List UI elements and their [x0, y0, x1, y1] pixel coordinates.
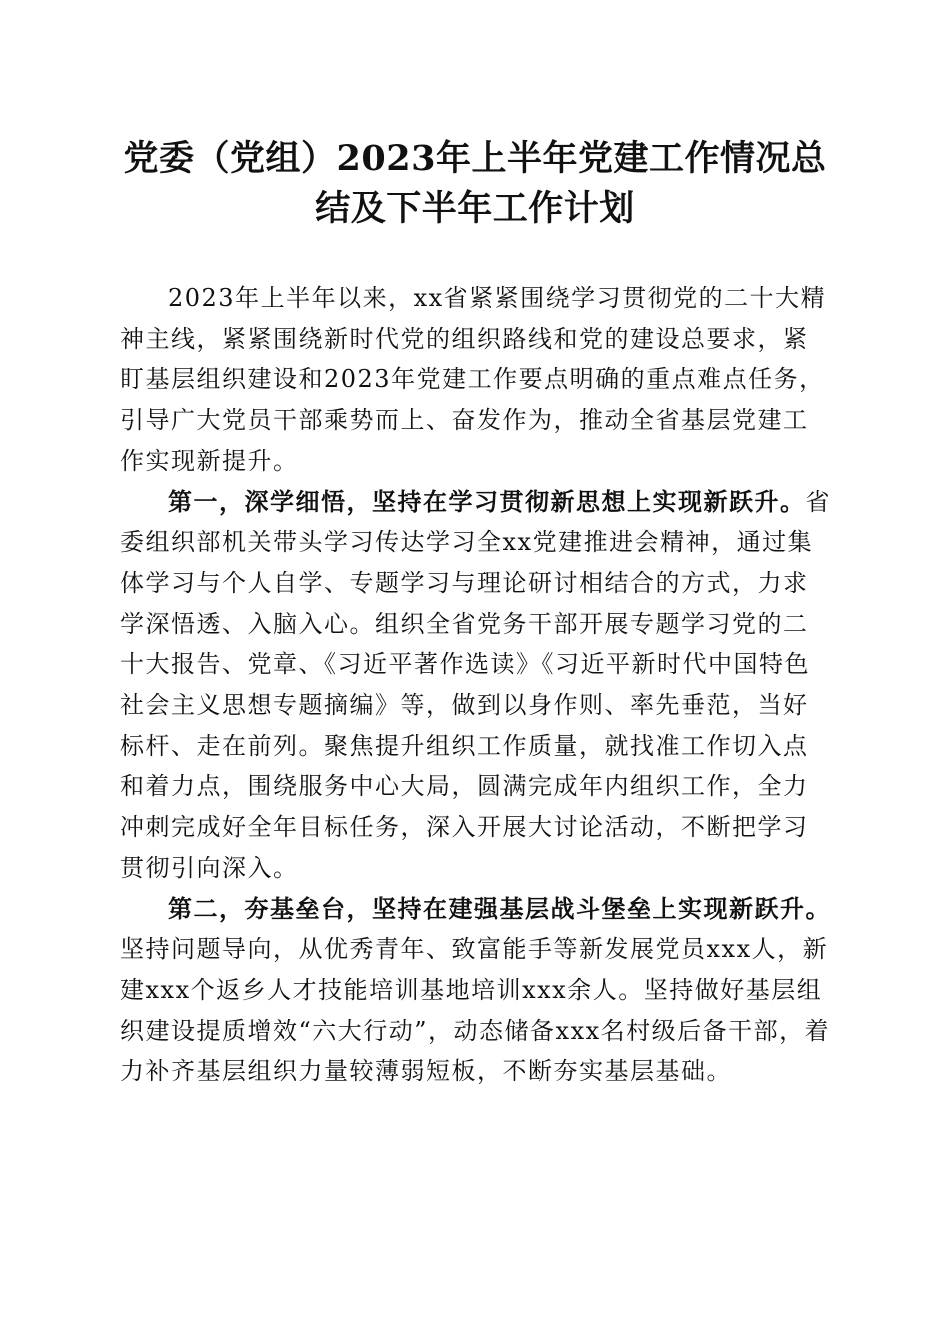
paragraph-intro-text: 2023年上半年以来，xx省紧紧围绕学习贯彻党的二十大精神主线，紧紧围绕新时代党的组织路线和党的建设总要求，紧盯基层组织建设和2023年党建工作要点明确的重点难点任务，引导广大党员干部乘势而上、奋发作为，推动全省基层党建工作实现新提升。 [120, 284, 827, 475]
section-2-text: 坚持问题导向，从优秀青年、致富能手等新发展党员xxx人，新建xxx个返乡人才技能培训基地培训xxx余人。坚持做好基层组织建设提质增效“六大行动”，动态储备xxx名村级后备干部，着力补齐基层组织力量较薄弱短板，不断夯实基层基础。 [120, 935, 831, 1086]
paragraph-section-2 [120, 889, 832, 1093]
section-1-text: 省委组织部机关带头学习传达学习全xx党建推进会精神，通过集体学习与个人自学、专题学习与理论研讨相结合的方式，力求学深悟透、入脑入心。组织全省党务干部开展专题学习党的二十大报告、党章、《习近平著作选读》《习近平新时代中国特色社会主义思想专题摘编》等，做到以身作则、率先垂范，当好标杆、走在前列。聚焦提升组织工作质量，就找准工作切入点和着力点，围绕服务中心大局，圆满完成年内组织工作，全力冲刺完成好全年目标任务，深入开展大讨论活动，不断把学习贯彻引向深入。 [120, 487, 831, 882]
paragraph-section-1 [120, 482, 832, 889]
section-2-heading: 第二，夯基垒台，坚持在建强基层战斗堡垒上实现新跃升。 [168, 893, 831, 923]
document-body [120, 278, 832, 1092]
document-title [100, 134, 850, 234]
paragraph-intro [120, 278, 832, 482]
section-1-heading: 第一，深学细悟，坚持在学习贯彻新思想上实现新跃升。 [168, 486, 806, 516]
title-line-1: 党委（党组）2023年上半年党建工作情况总 [123, 138, 827, 179]
title-line-2: 结及下半年工作计划 [315, 188, 635, 229]
